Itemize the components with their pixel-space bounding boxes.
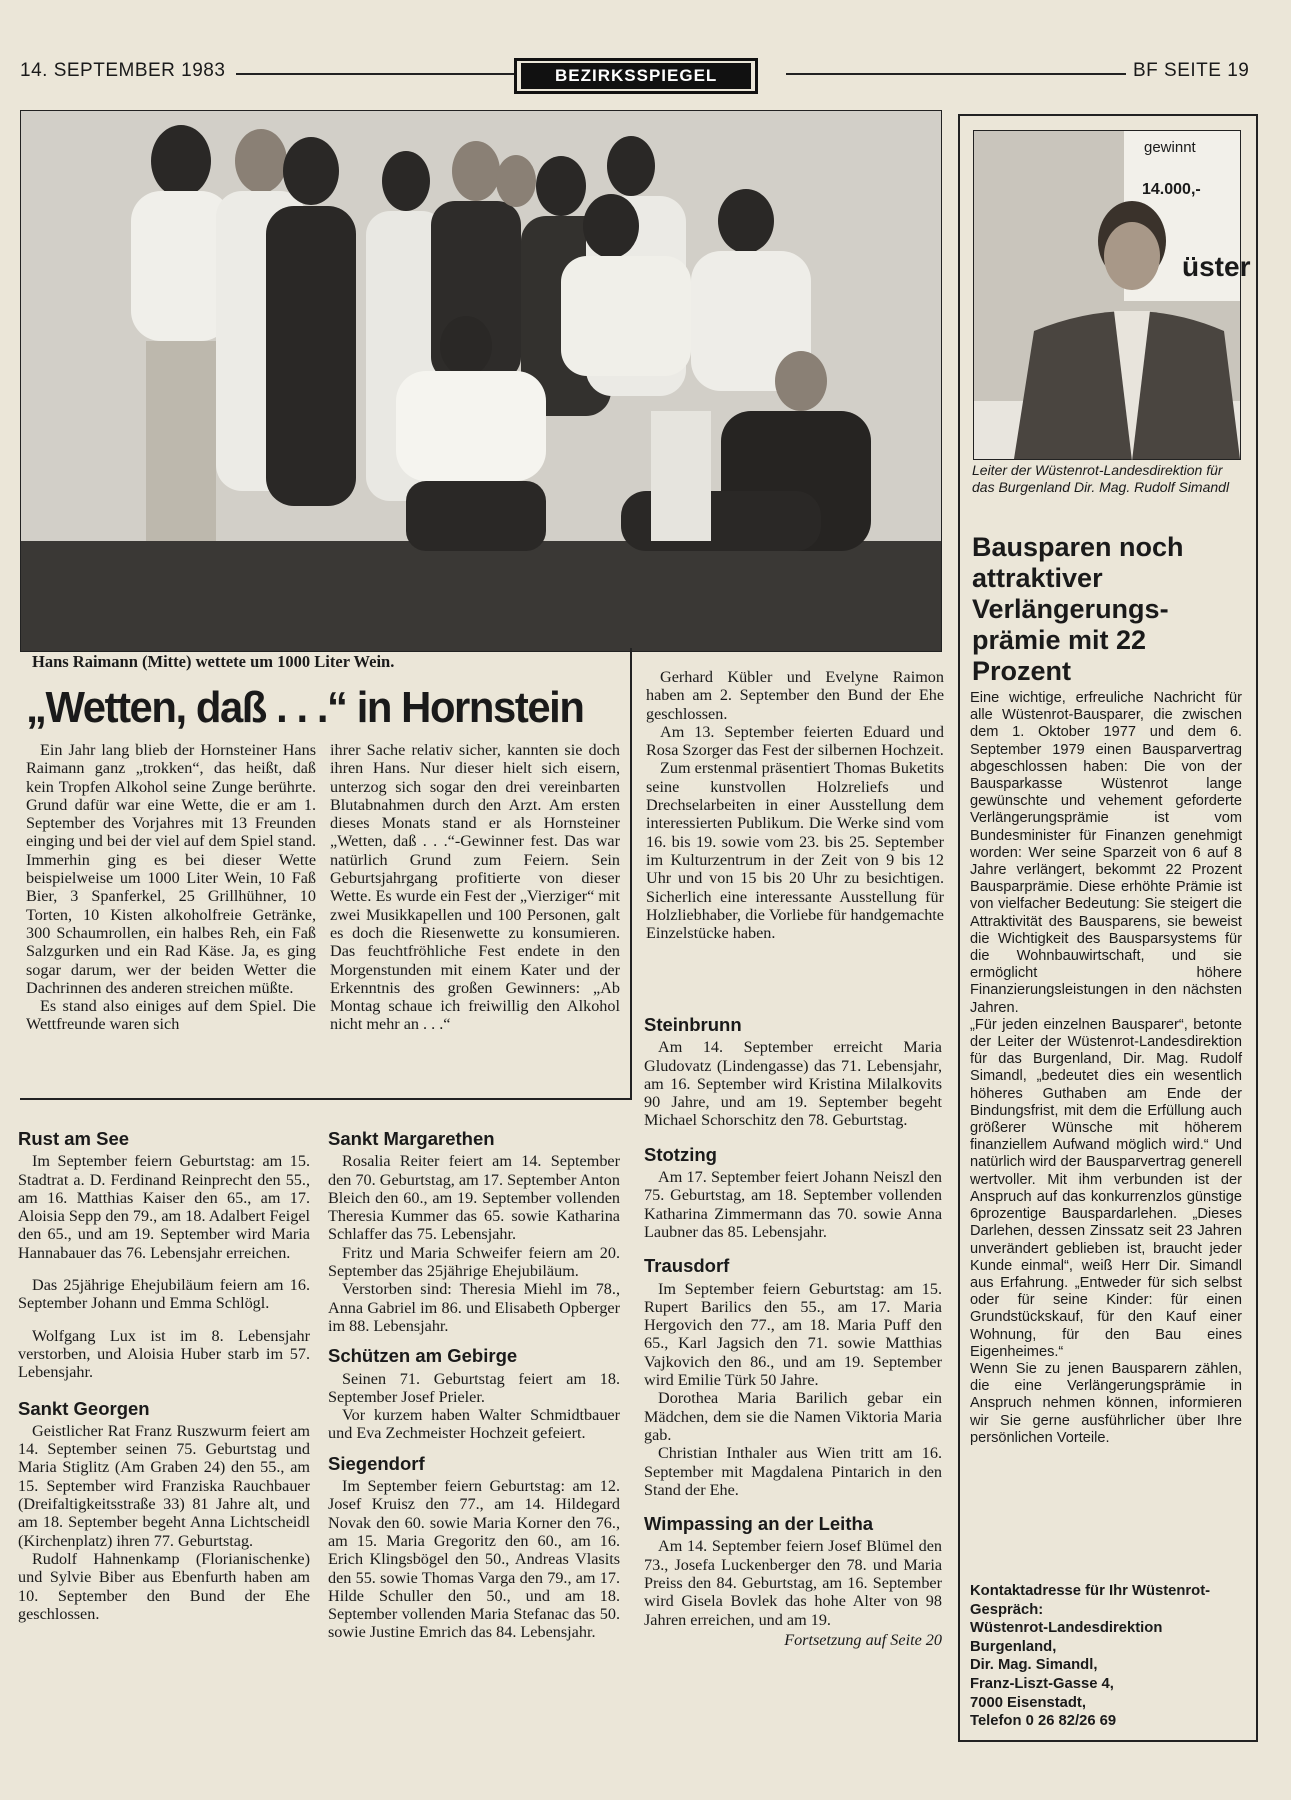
- column-3-sections: [644, 1004, 942, 1649]
- ad-sign-brand: üster: [1182, 251, 1251, 282]
- section-paragraph: Vor kurzem haben Walter Schmidtbauer und Eva Zechmeister Hochzeit gefeiert.: [328, 1406, 620, 1443]
- section-paragraph: Verstorben sind: Theresia Miehl im 78., Anna Gabriel im 86. und Elisabeth Opberger im 88. Lebensjahr.: [328, 1280, 620, 1335]
- header-rule-left: [236, 73, 514, 75]
- section-heading: Sankt Margarethen: [328, 1128, 495, 1149]
- section-heading: Trausdorf: [644, 1255, 730, 1277]
- contact-line: Burgenland,: [970, 1638, 1057, 1655]
- column-1-sections: [18, 1122, 310, 1623]
- article-column-1: [26, 741, 316, 1034]
- section-heading: Stotzing: [644, 1143, 717, 1165]
- section-heading: Siegendorf: [328, 1452, 425, 1474]
- section-paragraph: Christian Inthaler aus Wien tritt am 16. September mit Magdalena Pintarich in den Stand der Ehe.: [644, 1444, 942, 1499]
- section-heading: Sankt Georgen: [18, 1397, 150, 1419]
- ad-contact: [970, 1582, 1242, 1731]
- section-heading: Schützen am Gebirge: [328, 1345, 518, 1367]
- ad-headline: Bausparen noch attraktiver Verlängerungs-prämie mit 22 Prozent: [972, 532, 1184, 686]
- section-paragraph: Am 14. September erreicht Maria Gludovatz (Lindengasse) das 71. Lebensjahr, am 16. September wird Kristina Milalkovits 90 Jahre, und am 19. September begeht Michael Schorschitz den 78. Geburtstag.: [644, 1038, 942, 1130]
- group-photo-illustration: [21, 111, 941, 651]
- section-heading: Rust am See: [18, 1128, 130, 1149]
- section-paragraph: Geistlicher Rat Franz Ruszwurm feiert am 14. September seinen 75. Geburtstag und Maria Stiglitz (Am Graben 24) den 55., am 15. September wird Franziska Rauchbauer (Dreifaltigkeitsstraße 33) 81 Jahre alt, und am 18. September begeht Anna Lichtscheidl (Kirchenplatz) ihren 77. Geburtstag.: [18, 1421, 310, 1550]
- main-photo: [20, 110, 942, 652]
- section-paragraph: Seinen 71. Geburtstag feiert am 18. September Josef Prieler.: [328, 1369, 620, 1406]
- continuation-note: Fortsetzung auf Seite 20: [784, 1630, 942, 1649]
- article-paragraph: Am 13. September feierten Eduard und Rosa Szorger das Fest der silbernen Hochzeit.: [646, 722, 944, 760]
- ad-paragraph: „Für jeden einzelnen Bausparer“, betonte der Leiter der Wüstenrot-Landesdirektion für das Burgenland, Dir. Mag. Rudolf Simandl, „bedeutet dies ein wesentlich höheres Guthaben am Ende der Bindungsfrist, mit dem die Erfüllung auch größerer Wünsche mit höherem finanziellem Aufwand möglich wird.“ Und natürlich wird der Bausparvertrag generell wertvoller. Mit ihm verbunden ist der Anspruch auf das konkurrenzlos günstige 6prozentige Bauspardarlehen. „Dieses Darlehen, dessen Zinssatz seit 23 Jahren unverändert geblieben ist, braucht jeder Kunde einmal“, weiß Herr Dir. Simandl aus Erfahrung. „Entweder für sich selbst oder für seine Kinder: für einen Grundstückskauf, für den Kauf einer Wohnung, für den Bau eines Eigenheimes.“: [970, 1016, 1242, 1360]
- column-2-sections: [328, 1122, 620, 1642]
- section-badge: [514, 58, 758, 94]
- ad-photo: [973, 130, 1251, 460]
- photo-caption: Hans Raimann (Mitte) wettete um 1000 Liter Wein.: [32, 652, 395, 671]
- section-paragraph: Das 25jährige Ehejubiläum feiern am 16. September Johann und Emma Schlögl.: [18, 1276, 310, 1313]
- contact-line: Franz-Liszt-Gasse 4,: [970, 1675, 1114, 1692]
- section-paragraph: Dorothea Maria Barilich gebar ein Mädchen, dem sie die Namen Viktoria Maria gab.: [644, 1389, 942, 1444]
- issue-date: 14. SEPTEMBER 1983: [20, 60, 226, 81]
- ad-paragraph: Wenn Sie zu jenen Bausparern zählen, die eine Verlängerungsprämie in Anspruch nehmen können, informieren wir Sie gerne ausführlicher über Ihre persönlichen Vorteile.: [970, 1360, 1242, 1446]
- article-paragraph: Gerhard Kübler und Evelyne Raimon haben am 2. September den Bund der Ehe geschlossen.: [646, 668, 944, 723]
- article-paragraph: ihrer Sache relativ sicher, kannten sie doch ihren Hans. Nur dieser hielt sich eisern, unterzog sich sogar den drei vereinbarten Blutabnahmen durch den Arzt. Am ersten dieses Monats stand er als Hornsteiner „Wetten, daß . . .“-Gewinner fest. Das war natürlich Grund zum Feiern. Sein Geburtsjahrgang profitierte von dieser Wette. Es wurde ein Fest der „Vierziger“ mit zwei Musikkapellen und 100 Personen, galt es doch die Riesenwette zu konsumieren. Das feuchtfröhliche Fest endete in den Morgenstunden mit einem Kater und der Erkenntnis des großen Gewinners: „Ab Montag schaue ich freiwillig den Alkohol nicht mehr an . . .“: [330, 741, 620, 1034]
- contact-line: 7000 Eisenstadt,: [970, 1694, 1086, 1711]
- section-paragraph: Im September feiern Geburtstag: am 15. Rupert Barilics den 55., am 17. Maria Hergovich den 77., am 18. Maria Puff den 65., Karl Jagsich den 71. sowie Matthias Vajkovich den 86., und am 19. September wird Emilie Türk 50 Jahre.: [644, 1279, 942, 1390]
- section-heading: Wimpassing an der Leitha: [644, 1513, 874, 1535]
- section-paragraph: Fritz und Maria Schweifer feiern am 20. September das 25jährige Ehejubiläum.: [328, 1243, 620, 1281]
- article-paragraph: Ein Jahr lang blieb der Hornsteiner Hans Raimann ganz „trokken“, das heißt, daß kein Tropfen Alkohol seine Zunge berührte. Grund dafür war eine Wette, die er am 1. September des Vorjahres mit 13 Freunden einging und bei der viel auf dem Spiel stand. Immerhin ging es bei dieser Wette beispielweise um 1000 Liter Wein, 10 Faß Bier, 3 Spanferkel, 25 Grillhühner, 10 Torten, 10 Kisten alkoholfreie Getränke, 300 Schaumrollen, ein halbes Reh, ein Faß Salzgurken und ein Rad Käse. Ja, es ging sogar darum, wer der beiden Wetter die Dachrinnen des anderen streichen müßte.: [26, 741, 316, 997]
- ad-sign-amount: 14.000,-: [1142, 181, 1201, 198]
- section-paragraph: Wolfgang Lux ist im 8. Lebensjahr verstorben, und Aloisia Huber starb im 57. Lebensjahr.: [18, 1326, 310, 1382]
- section-paragraph: Im September feiern Geburtstag: am 15. Stadtrat a. D. Ferdinand Reinprecht den 55., am 16. Matthias Kaiser den 65., am 17. Aloisia Sepp den 79., am 18. Adalbert Feigel den 65., und am 19. September wird Maria Hannabauer das 76. Lebensjahr erreichen.: [18, 1152, 310, 1262]
- article-paragraph: Es stand also einiges auf dem Spiel. Die Wettfreunde waren sich: [26, 997, 316, 1034]
- contact-line: Wüstenrot-Landesdirektion: [970, 1620, 1163, 1637]
- page-number: BF SEITE 19: [1133, 60, 1250, 81]
- headline: „Wetten, daß . . .“ in Hornstein: [26, 683, 584, 732]
- column-3-top: [646, 668, 944, 942]
- section-paragraph: Im September feiern Geburtstag: am 12. Josef Kruisz den 77., am 14. Hildegard Novak den 60. sowie Maria Korner den 76., am 15. Maria Gregoritz den 60., am 16. Erich Klingsbögel den 50., Andreas Vlasits den 55. sowie Thomas Varga den 79., am 17. Hilde Schuller den 50., und am 18. September vollenden Maria Stefanac das 50. sowie Justine Emrich das 84. Lebensjahr.: [328, 1477, 620, 1642]
- section-paragraph: Am 14. September feiern Josef Blümel den 73., Josefa Luckenberger den 78. und Maria Preiss den 84. Geburtstag, am 16. September wird Gisela Bovlek das hohe Alter von 98 Jahren erreichen, und am 19.: [644, 1537, 942, 1629]
- section-paragraph: Am 17. September feiert Johann Neiszl den 75. Geburtstag, am 18. September vollenden Katharina Zimmermann das 70. sowie Anna Laubner das 85. Lebensjahr.: [644, 1168, 942, 1241]
- ad-body: [970, 690, 1242, 1447]
- ad-paragraph: Eine wichtige, erfreuliche Nachricht für alle Wüstenrot-Bausparer, die zwischen dem 1. Oktober 1977 und dem 6. September 1979 einen Bausparvertrag abgeschlossen haben: Die von der Bausparkasse Wüstenrot lange gewünschte und vehement geforderte Verlängerungsprämie ist vom Bundesminister für Finanzen genehmigt worden: Wer seine Sparzeit von 6 auf 8 Jahre verlängert, bekommt 22 Prozent Bausparprämie. Diese erhöhte Prämie ist von vielfacher Bedeutung: Sie steigert die Attraktivität des Bausparens, sie beweist die Wichtigkeit des Bausparsystems für die Wohnbauwirtschaft, und sie ermöglicht höhere Finanzierungsleistungen in den nächsten Jahren.: [970, 690, 1242, 1016]
- section-title: BEZIRKSSPIEGEL: [521, 63, 751, 89]
- article-column-2: [330, 741, 620, 1034]
- ad-sign-text: gewinnt: [1144, 139, 1196, 156]
- section-heading: Steinbrunn: [644, 1014, 742, 1035]
- header-rule-right: [786, 73, 1126, 75]
- contact-line: Telefon 0 26 82/26 69: [970, 1713, 1117, 1730]
- contact-line: Dir. Mag. Simandl,: [970, 1657, 1098, 1674]
- contact-line: Kontaktadresse für Ihr Wüstenrot-Gespräch:: [970, 1583, 1211, 1618]
- section-paragraph: Rosalia Reiter feiert am 14. September den 70. Geburtstag, am 17. September Anton Bleich den 60., am 19. September vollenden Theresia Kummer das 65. sowie Katharina Schlaffer das 75. Lebensjahr.: [328, 1152, 620, 1244]
- section-paragraph: Rudolf Hahnenkamp (Florianischenke) und Sylvie Biber aus Ebenfurth haben am 10. September den Bund der Ehe geschlossen.: [18, 1549, 310, 1623]
- article-paragraph: Zum erstenmal präsentiert Thomas Buketits seine kunstvollen Holzreliefs und Drechselarbeiten in einer Ausstellung dem interessierten Publikum. Die Werke sind vom 16. bis 19. sowie vom 23. bis 25. September im Kulturzentrum in der Zeit von 9 bis 12 Uhr und von 15 bis 20 Uhr zu besichtigen. Sicherlich eine interessante Ausstellung für Holzliebhaber, die Vorliebe für handgemachte Einzelstücke haben.: [646, 759, 944, 943]
- ad-photo-caption: Leiter der Wüstenrot-Landesdirektion für das Burgenland Dir. Mag. Rudolf Simandl: [972, 462, 1230, 495]
